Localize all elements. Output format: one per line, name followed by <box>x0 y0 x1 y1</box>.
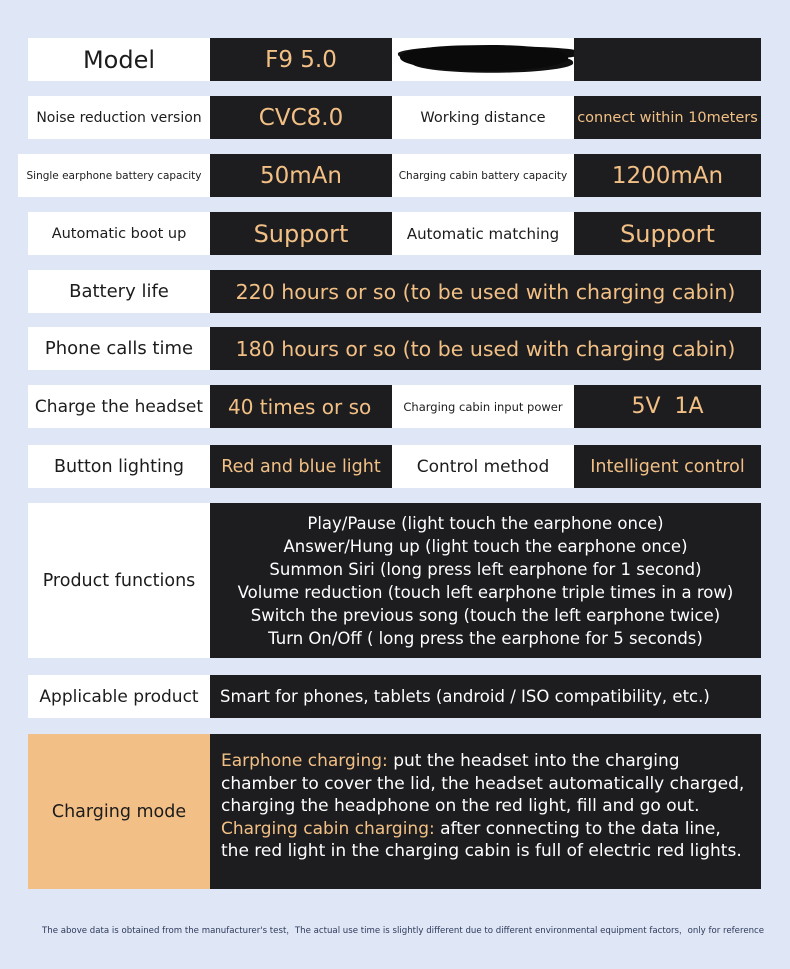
lighting-label: Button lighting <box>28 445 210 488</box>
cabin-capacity-value: 1200mAn <box>574 154 761 197</box>
charging-mode-label: Charging mode <box>28 734 210 889</box>
battery-life-label: Battery life <box>28 270 210 313</box>
input-power-label: Charging cabin input power <box>392 385 574 428</box>
row-noise-reduction <box>28 96 761 139</box>
auto-boot-label: Automatic boot up <box>28 212 210 255</box>
row-model <box>28 38 761 81</box>
control-value: Intelligent control <box>574 445 761 488</box>
footer-note: The above data is obtained from the manufacturer's test，The actual use time is slightly different due to different environmental equipment factors，only for reference <box>42 926 765 936</box>
row-battery-capacity <box>28 154 761 197</box>
noise-value: CVC8.0 <box>210 96 392 139</box>
phone-calls-label: Phone calls time <box>28 327 210 370</box>
cabin-capacity-label: Charging cabin battery capacity <box>392 154 574 197</box>
function-line: Switch the previous song (touch the left earphone twice) <box>250 605 721 625</box>
row-applicable-product <box>28 675 761 718</box>
row-battery-life <box>28 270 761 313</box>
charge-value: 40 times or so <box>210 385 392 428</box>
functions-list <box>210 503 761 658</box>
cabin-charging-heading: Charging cabin charging: <box>221 818 435 839</box>
auto-match-label: Automatic matching <box>392 212 574 255</box>
model-blank-value <box>574 38 761 81</box>
function-line: Play/Pause (light touch the earphone once) <box>307 513 664 533</box>
row-auto-boot <box>28 212 761 255</box>
earphone-capacity-value: 50mAn <box>210 154 392 197</box>
model-value: F9 5.0 <box>210 38 392 81</box>
auto-match-value: Support <box>574 212 761 255</box>
charge-label: Charge the headset <box>28 385 210 428</box>
row-product-functions <box>28 503 761 658</box>
phone-calls-value: 180 hours or so (to be used with charging cabin) <box>210 327 761 370</box>
earphone-charging-text: put the headset into the charging chamber to cover the lid, the headset automatically charged, charging the headphone on the red light, fill and go out. <box>221 751 745 816</box>
battery-life-value: 220 hours or so (to be used with charging cabin) <box>210 270 761 313</box>
redacted-area <box>392 38 574 81</box>
lighting-value: Red and blue light <box>210 445 392 488</box>
earphone-capacity-label: Single earphone battery capacity <box>18 154 210 197</box>
function-line: Summon Siri (long press left earphone for 1 second) <box>269 559 702 579</box>
earphone-charging-heading: Earphone charging: <box>221 751 388 771</box>
distance-value: connect within 10meters <box>574 96 761 139</box>
row-charge <box>28 385 761 428</box>
applicable-label: Applicable product <box>28 675 210 718</box>
input-power-value: 5V 1A <box>574 385 761 428</box>
applicable-value: Smart for phones, tablets (android / ISO compatibility, etc.) <box>210 675 761 718</box>
row-charging-mode <box>28 734 761 889</box>
control-label: Control method <box>392 445 574 488</box>
noise-label: Noise reduction version <box>28 96 210 139</box>
row-button-lighting <box>28 445 761 488</box>
cabin-charging-text: after connecting to the data line, the red light in the charging cabin is full of electric red lights. <box>221 818 742 861</box>
functions-label: Product functions <box>28 503 210 658</box>
model-label: Model <box>28 38 210 81</box>
charging-mode-text <box>210 734 761 889</box>
auto-boot-value: Support <box>210 212 392 255</box>
function-line: Turn On/Off ( long press the earphone for 5 seconds) <box>268 628 703 648</box>
function-line: Volume reduction (touch left earphone triple times in a row) <box>237 582 734 602</box>
redaction-scribble <box>400 44 568 73</box>
function-line: Answer/Hung up (light touch the earphone once) <box>283 536 688 556</box>
row-phone-calls <box>28 327 761 370</box>
distance-label: Working distance <box>392 96 574 139</box>
